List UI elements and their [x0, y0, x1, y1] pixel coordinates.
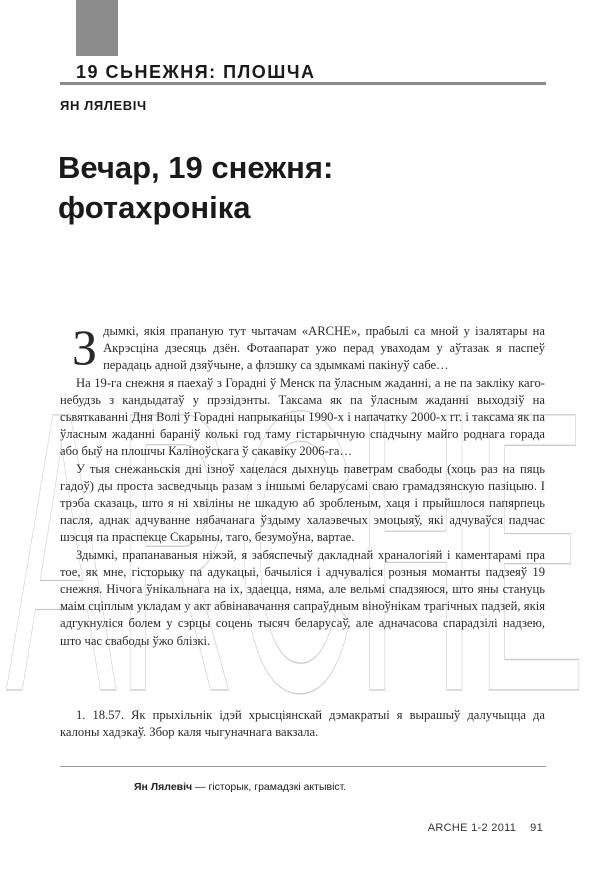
author-note-desc: — гісторык, грамадзкі актывіст.: [192, 781, 347, 793]
article-title: [58, 148, 548, 228]
photo-caption: 1. 18.57. Як прыхільнік ідэй хрысціянскай дэмакратыі я вырашыў далучыцца да калоны хадэкаў. Збор каля чыгуначнага вакзала.: [60, 708, 545, 740]
paragraph-2: На 19-га снежня я паехаў з Горадні ў Менск па ўласным жаданні, а не па закліку каго-небудзь з кандыдатаў у прэзідэнты. Таксама як па ўласным жаданні выходзіў на сьвяткаванні Дня Волі ў Горадні напрыканцы 1990-х і напачатку 2000-х гг. і таксама як па ўласным жаданні бараніў колькі год таму гістарычную спадчыну майго роднага горада або быў на плошчы Каліноўскага ў сакавіку 2006-га…: [60, 375, 545, 459]
article-body: [60, 319, 545, 650]
author-note-name: Ян Лялевіч: [134, 781, 193, 793]
journal-issue: ARCHE 1-2 2011: [427, 822, 517, 834]
watermark-text: ARCHE: [6, 328, 586, 705]
drop-cap: З: [72, 319, 98, 375]
article-author: ЯН ЛЯЛЕВІЧ: [60, 98, 147, 113]
author-note: [134, 781, 346, 793]
paragraph-1-text: дымкі, якія прапаную тут чытачам «ARCHE», прабылі са мной у ізалятары на Акрэсціна дзесяць дзён. Фотаапарат ужо перад уваходам у аўтазак я паспеў перадаць адной дзяўчыне, а флэшку са здымкамі пакінуў сабе…: [103, 324, 545, 373]
section-header: 19 СЬНЕЖНЯ: ПЛОШЧА: [76, 62, 316, 82]
page-footer: [428, 822, 543, 834]
page-number: 91: [530, 822, 543, 834]
footer-rule: [60, 766, 546, 767]
title-line-2: фотахроніка: [58, 190, 251, 225]
title-line-1: Вечар, 19 снежня:: [58, 150, 334, 185]
header-rule: [60, 82, 546, 85]
corner-decor-block: [76, 0, 118, 56]
paragraph-1: [60, 319, 545, 375]
paragraph-4: Здымкі, прапанаваныя ніжэй, я забяспечыў дакладнай храналогіяй і каментарамі пра тое, як мне, гісторыку па адукацыі, бачыліся і адчуваліся розныя моманты падзеяў 19 снежня. Нічога ўнікальнага на іх, здаецца, няма, але вельмі спадзяюся, што яны стануць маім сціплым укладам у акт абвінавачання сапраўдным віноўнікам трагічных падзей, якія адгукнуліся болем у сэрцы соцень тысяч беларусаў, але адначасова спарадзілі надзею, што час свабоды ўжо блізкі.: [60, 547, 545, 648]
paragraph-3: У тыя снежаньскія дні ізноў хацелася дыхнуць паветрам свабоды (хоць раз на пяць гадоў) ды проста засведчыць разам з іншымі беларусамі сваю грамадзянскую пазіцыю. І трэба сказаць, што я ні хвіліны не шкадую аб зробленым, хаця і прыйшлося папярпець пасля, аднак адчуванне нябачанага ўздыму халаэвечых эмоцыяў, які адчуваўся падчас шэсця па праспекце Скарыны, таго, безумоўна, вартае.: [60, 461, 545, 545]
